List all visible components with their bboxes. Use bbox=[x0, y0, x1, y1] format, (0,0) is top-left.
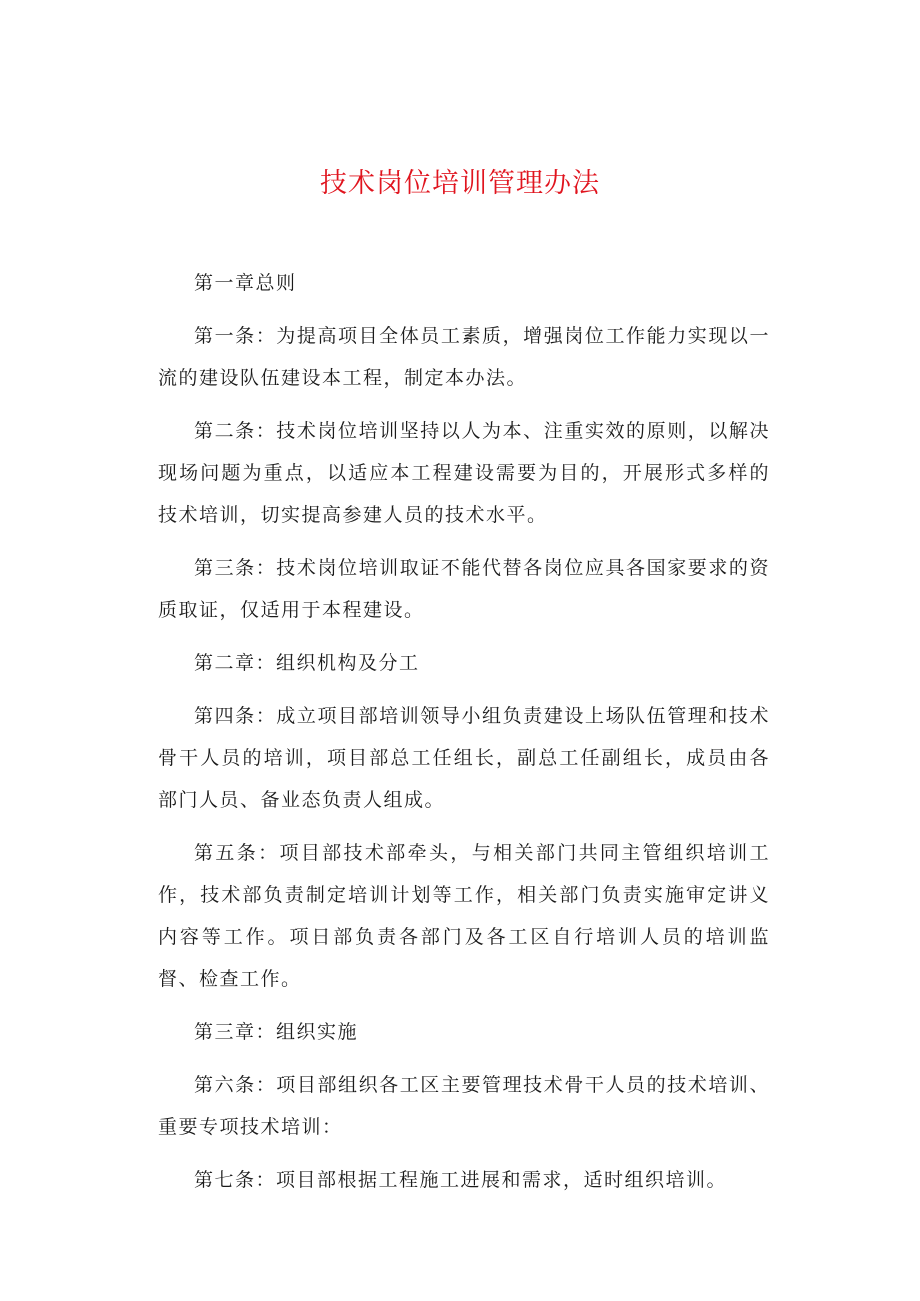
chapter-heading: 第二章：组织机构及分工 bbox=[194, 652, 420, 674]
article-paragraph: 第五条：项目部技术部牵头，与相关部门共同主管组织培训工作，技术部负责制定培训计划等工作，相关部门负责实施审定讲义内容等工作。项日部负责各部门及各工区自行培训人员的培训监督、检查工作。 bbox=[158, 842, 770, 990]
article-paragraph: 第二条：技术岗位培训坚持以人为本、注重实效的原则，以解决现场问题为重点，以适应本工程建设需要为目的，开展形式多样的技术培训，切实提高参建人员的技术水平。 bbox=[158, 420, 770, 526]
chapter-heading: 第一章总则 bbox=[194, 272, 297, 294]
article-paragraph: 第三条：技术岗位培训取证不能代替各岗位应具各国家要求的资质取证，仅适用于本程建设。 bbox=[158, 557, 770, 621]
article-paragraph: 第四条：成立项目部培训领导小组负责建设上场队伍管理和技术骨干人员的培训，项目部总工任组长，副总工任副组长，成员由各部门人员、备业态负责人组成。 bbox=[158, 705, 770, 811]
article-paragraph: 第七条：项目部根据工程施工进展和需求，适时组织培训。 bbox=[194, 1169, 728, 1191]
document-title: 技术岗位培训管理办法 bbox=[320, 168, 600, 199]
article-paragraph: 第一条：为提高项目全体员工素质，增强岗位工作能力实现以一流的建设队伍建设本工程，制定本办法。 bbox=[158, 325, 770, 389]
article-paragraph: 第六条：项目部组织各工区主要管理技术骨干人员的技术培训、重要专项技术培训： bbox=[158, 1074, 770, 1138]
chapter-heading: 第三章：组织实施 bbox=[194, 1021, 359, 1043]
document-body bbox=[158, 262, 770, 1212]
